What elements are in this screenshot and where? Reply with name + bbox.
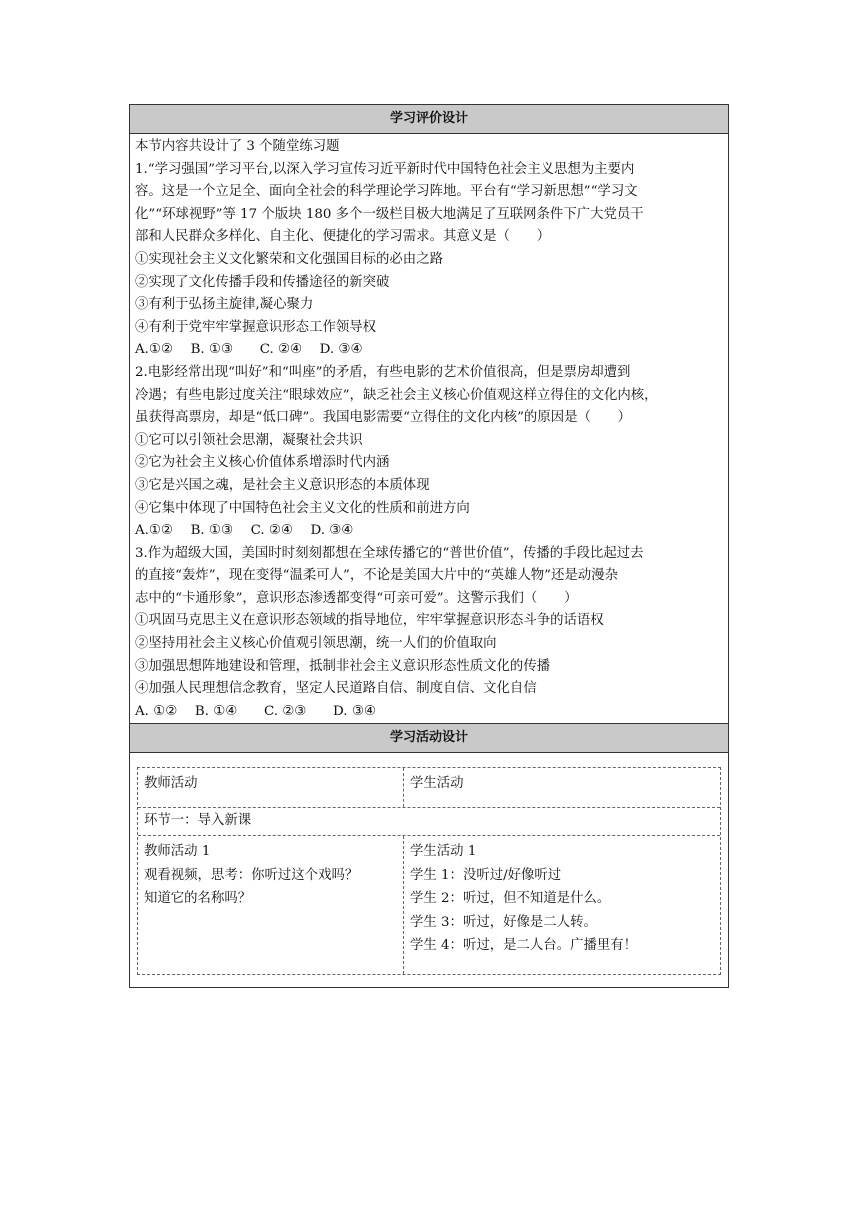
- activity-header: 学习活动设计: [130, 723, 728, 753]
- student-activity-line: 学生 1：没听过/好像听过: [410, 867, 562, 883]
- evaluation-header: 学习评价设计: [130, 105, 728, 134]
- teacher-activity-cell: [138, 836, 404, 974]
- section-title: 环节一：导入新课: [144, 813, 252, 829]
- eval-line: 化”“环球视野”等 17 个版块 180 多个一级栏目极大地满足了互联网条件下广大党员干: [135, 206, 644, 222]
- eval-line: A.①② B. ①③ C. ②④ D. ③④: [135, 523, 354, 539]
- teacher-activity-line: 知道它的名称吗？: [144, 891, 252, 907]
- student-activity-title: 学生活动 1: [410, 844, 477, 860]
- activity-body-row: [138, 835, 720, 974]
- student-activity-line: 学生 3：听过，好像是二人转。: [410, 914, 597, 930]
- activity-content: [130, 753, 728, 975]
- eval-line: 冷遇；有些电影过度关注“眼球效应”，缺乏社会主义核心价值观这样立得住的文化内核，: [135, 387, 658, 403]
- eval-line: ③加强思想阵地建设和管理，抵制非社会主义意识形态性质文化的传播: [135, 658, 551, 674]
- eval-line: ①巩固马克思主义在意识形态领域的指导地位，牢牢掌握意识形态斗争的话语权: [135, 613, 604, 629]
- eval-line: ③它是兴国之魂，是社会主义意识形态的本质体现: [135, 477, 430, 493]
- eval-line: ②它为社会主义核心价值体系增添时代内涵: [135, 455, 390, 471]
- student-column-header: 学生活动: [410, 776, 464, 792]
- student-activity-line: 学生 4：听过，是二人台。广播里有！: [410, 938, 638, 954]
- activity-grid-header-row: [138, 768, 720, 807]
- eval-line: ①实现社会主义文化繁荣和文化强国目标的必由之路: [135, 251, 443, 267]
- eval-line: ④加强人民理想信念教育，坚定人民道路自信、制度自信、文化自信: [135, 681, 537, 697]
- eval-line: ③有利于弘扬主旋律,凝心聚力: [135, 297, 314, 313]
- teacher-activity-line: 观看视频，思考：你听过这个戏吗？: [144, 867, 359, 883]
- lesson-table: [129, 104, 729, 988]
- eval-line: 虽获得高票房，却是“低口碑”。我国电影需要“立得住的文化内核”的原因是（ ）: [135, 410, 632, 426]
- activity-grid: [137, 767, 721, 975]
- teacher-column-header: 教师活动: [138, 768, 404, 807]
- eval-line: A. ①② B. ①④ C. ②③ D. ③④: [135, 703, 376, 719]
- eval-line: 容。这是一个立足全、面向全社会的科学理论学习阵地。平台有“学习新思想”“学习文: [135, 184, 638, 200]
- eval-line: 部和人民群众多样化、自主化、便捷化的学习需求。其意义是（ ）: [135, 229, 551, 245]
- eval-line: ②实现了文化传播手段和传播途径的新突破: [135, 274, 390, 290]
- eval-line: ④它集中体现了中国特色社会主义文化的性质和前进方向: [135, 500, 470, 516]
- eval-line: 2.电影经常出现“叫好”和“叫座”的矛盾，有些电影的艺术价值很高，但是票房却遭到: [135, 364, 631, 380]
- eval-line: ②坚持用社会主义核心价值观引领思潮，统一人们的价值取向: [135, 636, 497, 652]
- eval-line: 本节内容共设计了 3 个随堂练习题: [135, 139, 340, 154]
- eval-line: 3.作为超级大国，美国时时刻刻都想在全球传播它的“普世价值”，传播的手段比起过去: [135, 545, 644, 561]
- eval-line: ④有利于党牢牢掌握意识形态工作领导权: [135, 319, 377, 335]
- evaluation-content: [130, 134, 728, 723]
- section-row: [138, 807, 720, 835]
- eval-line: 1.“学习强国”学习平台,以深入学习宣传习近平新时代中国特色社会主义思想为主要内: [135, 161, 635, 177]
- teacher-activity-title: 教师活动 1: [144, 844, 211, 860]
- eval-line: ①它可以引领社会思潮，凝聚社会共识: [135, 432, 363, 448]
- eval-line: A.①② B. ①③ C. ②④ D. ③④: [135, 342, 363, 358]
- eval-line: 的直接“轰炸”，现在变得“温柔可人”，不论是美国大片中的“英雄人物”还是动漫杂: [135, 568, 618, 584]
- eval-line: 志中的“卡通形象”，意识形态渗透都变得“可亲可爱”。这警示我们（ ）: [135, 590, 578, 606]
- student-activity-line: 学生 2：听过，但不知道是什么。: [410, 891, 611, 907]
- student-activity-cell: [404, 836, 720, 974]
